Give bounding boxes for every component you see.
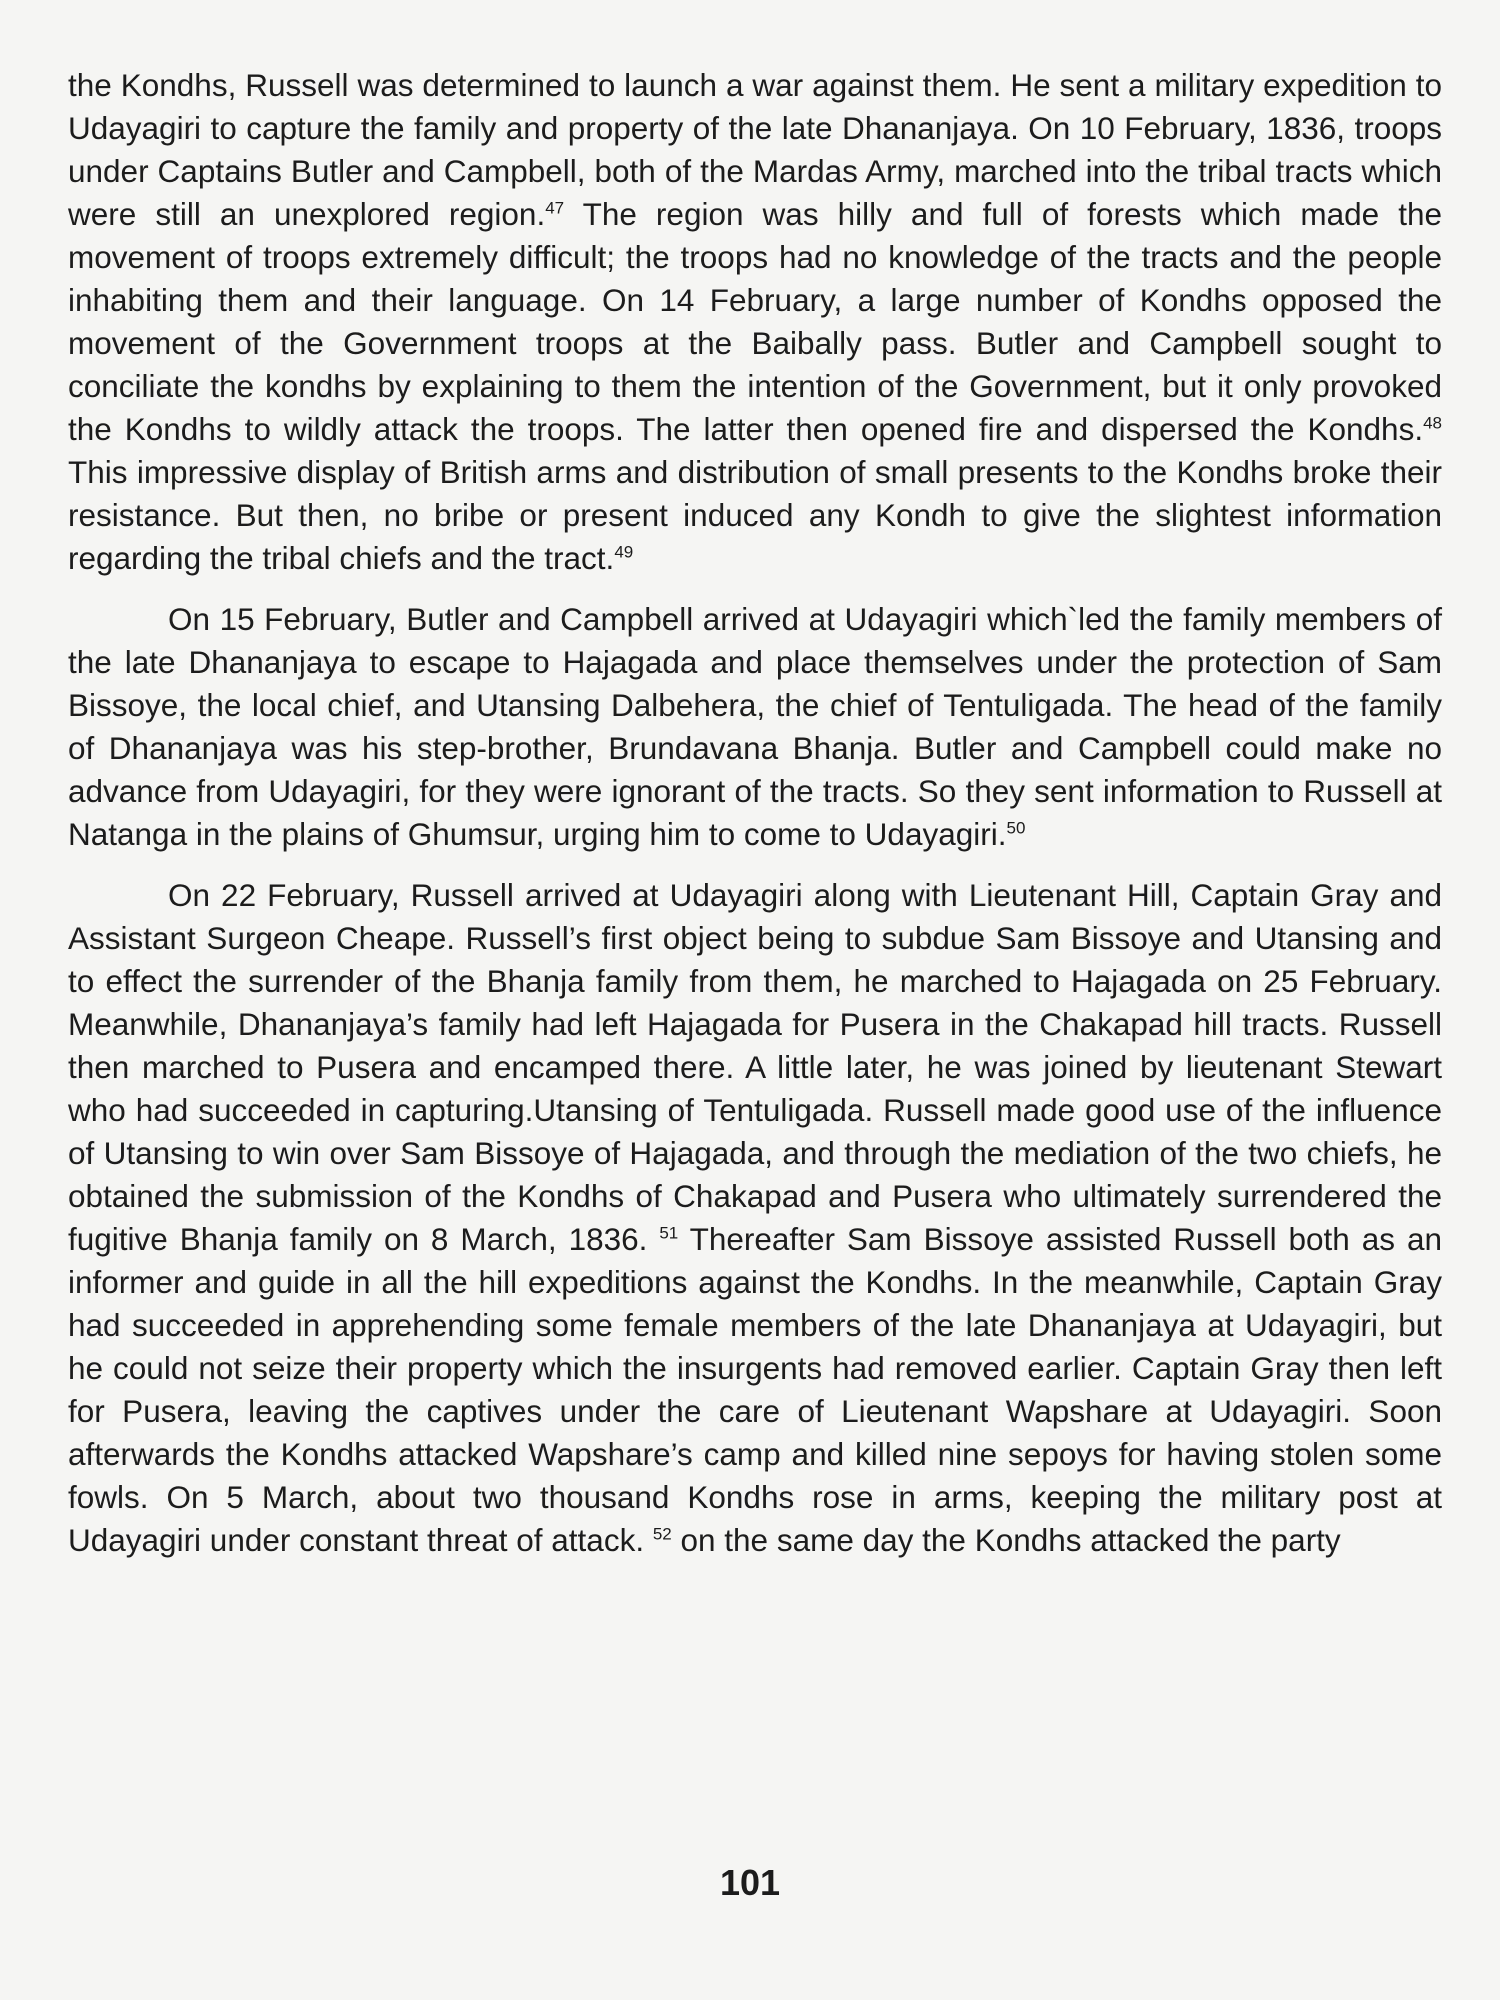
text-segment: on the same day the Kondhs attacked the party [671, 1522, 1341, 1558]
text-segment: On 15 February, Butler and Campbell arrived at Udayagiri which`led the family members of the late Dhananjaya to escape to Hajagada and place themselves under the protection of Sam Bissoye, the local chief, and Utansing Dalbehera, the chief of Tentuligada. The head of the family of Dhananjaya was his step-brother, Brundavana Bhanja. Butler and Campbell could make no advance from Udayagiri, for they were ignorant of the tracts. So they sent information to Russell at Natanga in the plains of Ghumsur, urging him to come to Udayagiri. [68, 601, 1442, 852]
text-segment: On 22 February, Russell arrived at Udayagiri along with Lieutenant Hill, Captain Gray and Assistant Surgeon Cheape. Russell’s first object being to subdue Sam Bissoye and Utansing and to effect the surrender of the Bhanja family from them, he marched to Hajagada on 25 February. Meanwhile, Dhananjaya’s family had left Hajagada for Pusera in the Chakapad hill tracts. Russell then marched to Pusera and encamped there. A little later, he was joined by lieutenant Stewart who had succeeded in capturing.Utansing of Tentuligada. Russell made good use of the influence of Utansing to win over Sam Bissoye of Hajagada, and through the mediation of the two chiefs, he obtained the submission of the Kondhs of Chakapad and Pusera who ultimately surrendered the fugitive Bhanja family on 8 March, 1836. [68, 877, 1442, 1257]
paragraph-1 [68, 64, 1442, 580]
footnote-ref-49: 49 [614, 542, 634, 562]
paragraph-3 [68, 874, 1442, 1562]
text-segment: the Kondhs, Russell was determined to launch a war against them. He sent a military expedition to Udayagiri to capture the family and property of the late Dhananjaya. On 10 February, 1836, troops under Captains Butler and Campbell, both of the Mardas Army, marched into the tribal tracts which were still an unexplored region. [68, 67, 1442, 232]
footnote-ref-48: 48 [1423, 413, 1442, 433]
paragraph-2 [68, 598, 1442, 856]
body-text [68, 64, 1442, 1580]
page-number: 101 [719, 1862, 781, 1903]
text-segment: Thereafter Sam Bissoye assisted Russell both as an informer and guide in all the hill expeditions against the Kondhs. In the meanwhile, Captain Gray had succeeded in apprehending some female members of the late Dhananjaya at Udayagiri, but he could not seize their property which the insurgents had removed earlier. Captain Gray then left for Pusera, leaving the captives under the care of Lieutenant Wapshare at Udayagiri. Soon afterwards the Kondhs attacked Wapshare’s camp and killed nine sepoys for having stolen some fowls. On 5 March, about two thousand Kondhs rose in arms, keeping the military post at Udayagiri under constant threat of attack. [68, 1221, 1443, 1558]
footnote-ref-47: 47 [545, 198, 565, 218]
footnote-ref-51: 51 [659, 1223, 679, 1243]
text-segment: The region was hilly and full of forests which made the movement of troops extremely difficult; the troops had no knowledge of the tracts and the people inhabiting them and their language. On 14 February, a large number of Kondhs opposed the movement of the Government troops at the Baibally pass. Butler and Campbell sought to conciliate the kondhs by explaining to them the intention of the Government, but it only provoked the Kondhs to wildly attack the troops. The latter then opened fire and dispersed the Kondhs. [68, 196, 1442, 447]
text-segment: This impressive display of British arms and distribution of small presents to the Kondhs broke their resistance. But then, no bribe or present induced any Kondh to give the slightest information regarding the tribal chiefs and the tract. [68, 454, 1442, 576]
footnote-ref-52: 52 [652, 1524, 672, 1544]
footnote-ref-50: 50 [1006, 818, 1026, 838]
